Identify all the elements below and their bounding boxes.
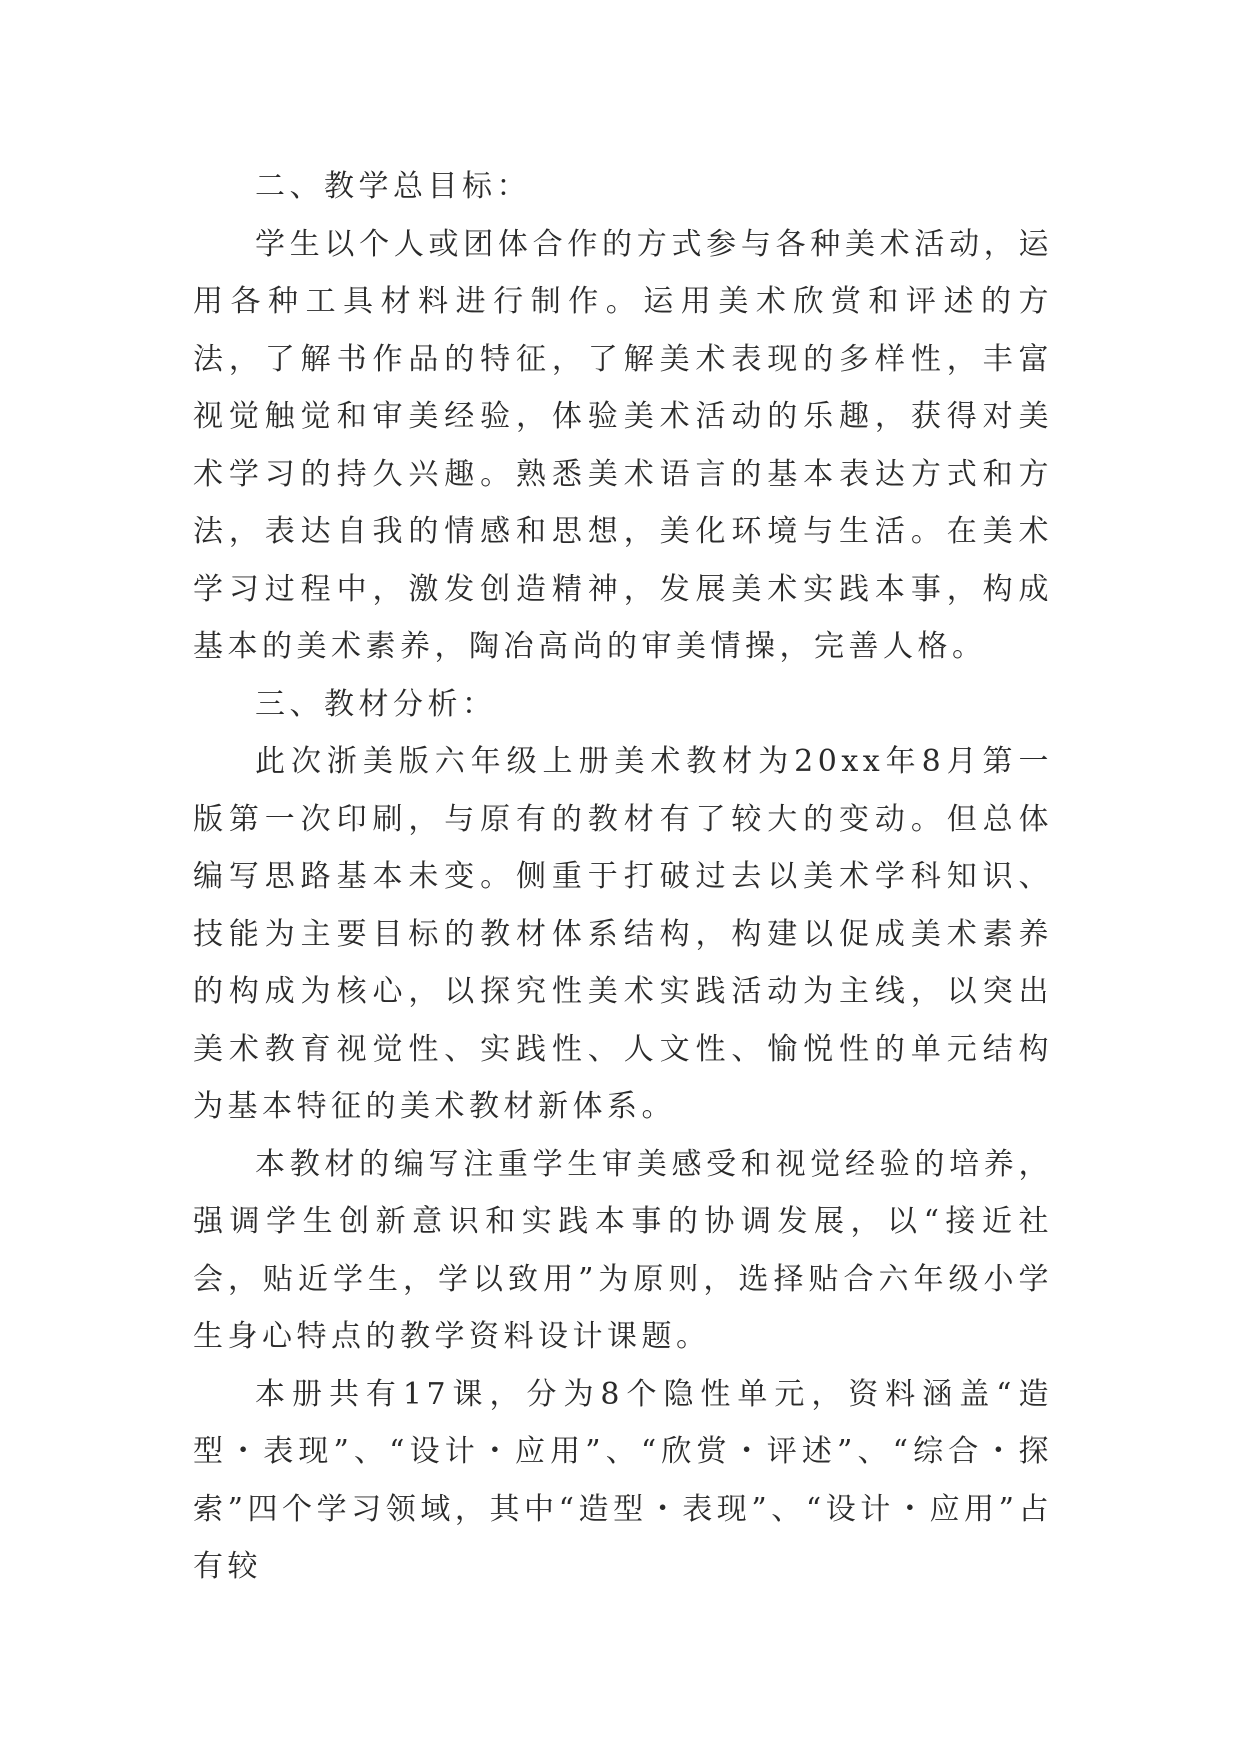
section-heading-goals: 二、教学总目标： xyxy=(255,169,531,204)
paragraph-lesson-count: 本册共有17课，分为8个隐性单元，资料涵盖“造型・表现”、“设计・应用”、“欣赏・评述”、“综合・探索”四个学习领域，其中“造型・表现”、“设计・应用”占有较 xyxy=(193,1376,1053,1584)
document-body xyxy=(193,158,1053,1596)
paragraph-textbook-emphasis: 本教材的编写注重学生审美感受和视觉经验的培养，强调学生创新意识和实践本事的协调发展，以“接近社会，贴近学生，学以致用”为原则，选择贴合六年级小学生身心特点的教学资料设计课题。 xyxy=(193,1146,1053,1354)
section-heading-textbook-analysis: 三、教材分析： xyxy=(255,686,497,722)
paragraph-textbook-overview: 此次浙美版六年级上册美术教材为20xx年8月第一版第一次印刷，与原有的教材有了较大的变动。但总体编写思路基本未变。侧重于打破过去以美术学科知识、技能为主要目标的教材体系结构，构建以促成美术素养的构成为核心，以探究性美术实践活动为主线，以突出美术教育视觉性、实践性、人文性、愉悦性的单元结构为基本特征的美术教材新体系。 xyxy=(193,744,1053,1124)
paragraph-goals: 学生以个人或团体合作的方式参与各种美术活动，运用各种工具材料进行制作。运用美术欣赏和评述的方法，了解书作品的特征，了解美术表现的多样性，丰富视觉触觉和审美经验，体验美术活动的乐趣，获得对美术学习的持久兴趣。熟悉美术语言的基本表达方式和方法，表达自我的情感和思想，美化环境与生活。在美术学习过程中，激发创造精神，发展美术实践本事，构成基本的美术素养，陶冶高尚的审美情操，完善人格。 xyxy=(193,226,1053,664)
